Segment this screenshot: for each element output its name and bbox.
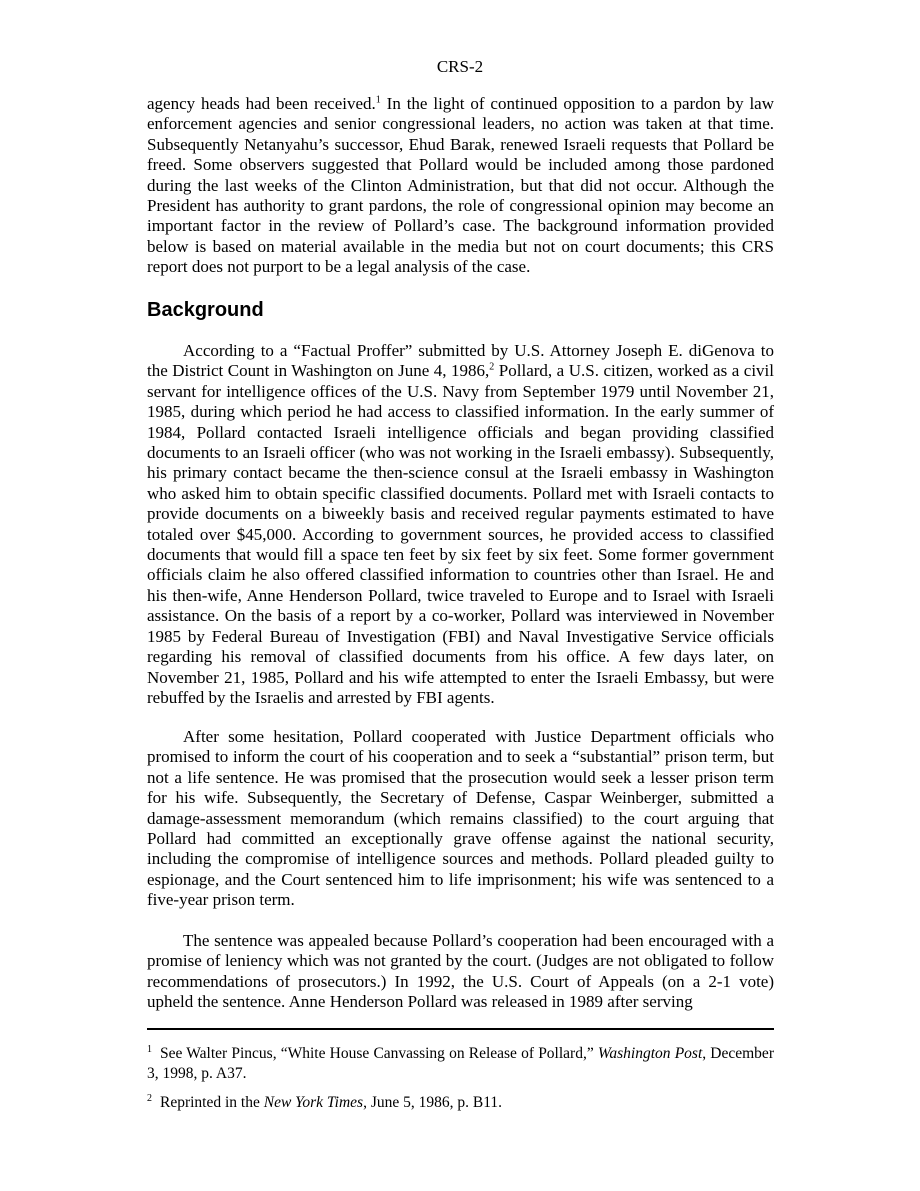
paragraph-4-text: The sentence was appealed because Pollard’s cooperation had been encouraged with a promise of leniency which was not granted by the court. (Judges are not obligated to follow recommendations of prosecutors.) In 1992, the U.S. Court of Appeals (on a 2-1 vote) upheld the sentence. Anne Henderson Pollard was released in 1989 after serving <box>147 931 774 1012</box>
footnote-2-mark: 2 <box>147 1092 152 1104</box>
page-label: CRS-2 <box>436 57 484 76</box>
page-header <box>0 56 920 78</box>
paragraph-4 <box>147 931 774 1013</box>
footnote-ref-1[interactable]: 1 <box>375 94 381 106</box>
footnote-divider <box>147 1028 774 1030</box>
footnotes <box>147 1044 774 1122</box>
footnote-1-mark: 1 <box>147 1043 152 1055</box>
paragraph-3-text: After some hesitation, Pollard cooperated with Justice Department officials who promised to inform the court of his cooperation and to seek a “substantial” prison term, but not a life sentence. He was promised that the prosecution would seek a lesser prison term for his wife. Subsequently, the Secretary of Defense, Caspar Weinberger, submitted a damage-assessment memorandum (which remains classified) to the court arguing that Pollard had committed an exceptionally grave offense against the national security, including the compromise of intelligence sources and methods. Pollard pleaded guilty to espionage, and the Court sentenced him to life imprisonment; his wife was sentenced to a five-year prison term. <box>147 727 774 910</box>
footnote-1-text-end: , December 3, 1998, p. A37. <box>147 1045 774 1082</box>
footnote-2 <box>147 1093 774 1113</box>
footnote-1 <box>147 1044 774 1084</box>
footnote-ref-2[interactable]: 2 <box>489 361 495 373</box>
paragraph-2-text-start: According to a “Factual Proffer” submitted by U.S. Attorney Joseph E. diGenova to the District Count in Washington on June 4, 1986, <box>147 341 774 381</box>
footnote-2-text-end: , June 5, 1986, p. B11. <box>363 1094 503 1111</box>
paragraph-2 <box>147 341 774 708</box>
section-heading-background: Background <box>147 299 264 321</box>
paragraph-1-text-end: In the light of continued opposition to a pardon by law enforcement agencies and senior congressional leaders, no action was taken at that time. Subsequently Netanyahu’s successor, Ehud Barak, renewed Israeli requests that Pollard be freed. Some observers suggested that Pollard would be included among those pardoned during the last weeks of the Clinton Administration, but that did not occur. Although the President has authority to grant pardons, the role of congressional opinion may become an important factor in the review of Pollard’s case. The background information provided below is based on material available in the media but not on court documents; this CRS report does not purport to be a legal analysis of the case. <box>147 94 775 277</box>
footnote-1-publication: Washington Post <box>597 1045 703 1062</box>
paragraph-1-text-start: agency heads had been received. <box>147 94 376 113</box>
paragraph-3 <box>147 727 774 911</box>
footnote-2-publication: New York Times <box>263 1094 364 1111</box>
footnote-2-text-start: Reprinted in the <box>160 1094 264 1111</box>
paragraph-2-text-end: Pollard, a U.S. citizen, worked as a civil servant for intelligence offices of the U.S. Navy from September 1979 until November 21, 1985, during which period he had access to classified information. In the early summer of 1984, Pollard contacted Israeli intelligence officials and began providing classified documents to an Israeli officer (who was not working in the Israeli embassy). Subsequently, his primary contact became the then-science consul at the Israeli embassy in Washington who asked him to obtain specific classified documents. Pollard met with Israeli contacts to provide documents on a biweekly basis and received regular payments estimated to have totaled over $45,000. According to government sources, he provided access to classified documents that would fill a space ten feet by six feet by six feet. Some former government officials claim he also offered classified information to countries other than Israel. He and his then-wife, Anne Henderson Pollard, twice traveled to Europe and to Israel with Israeli assistance. On the basis of a report by a co-worker, Pollard was interviewed in November 1985 by Federal Bureau of Investigation (FBI) and Naval Investigative Service officials regarding his removal of classified documents from his office. A few days later, on November 21, 1985, Pollard and his wife attempted to enter the Israeli Embassy, but were rebuffed by the Israelis and arrested by FBI agents. <box>147 361 774 707</box>
paragraph-1 <box>147 94 774 278</box>
footnote-1-text-start: See Walter Pincus, “White House Canvassing on Release of Pollard,” <box>160 1045 598 1062</box>
